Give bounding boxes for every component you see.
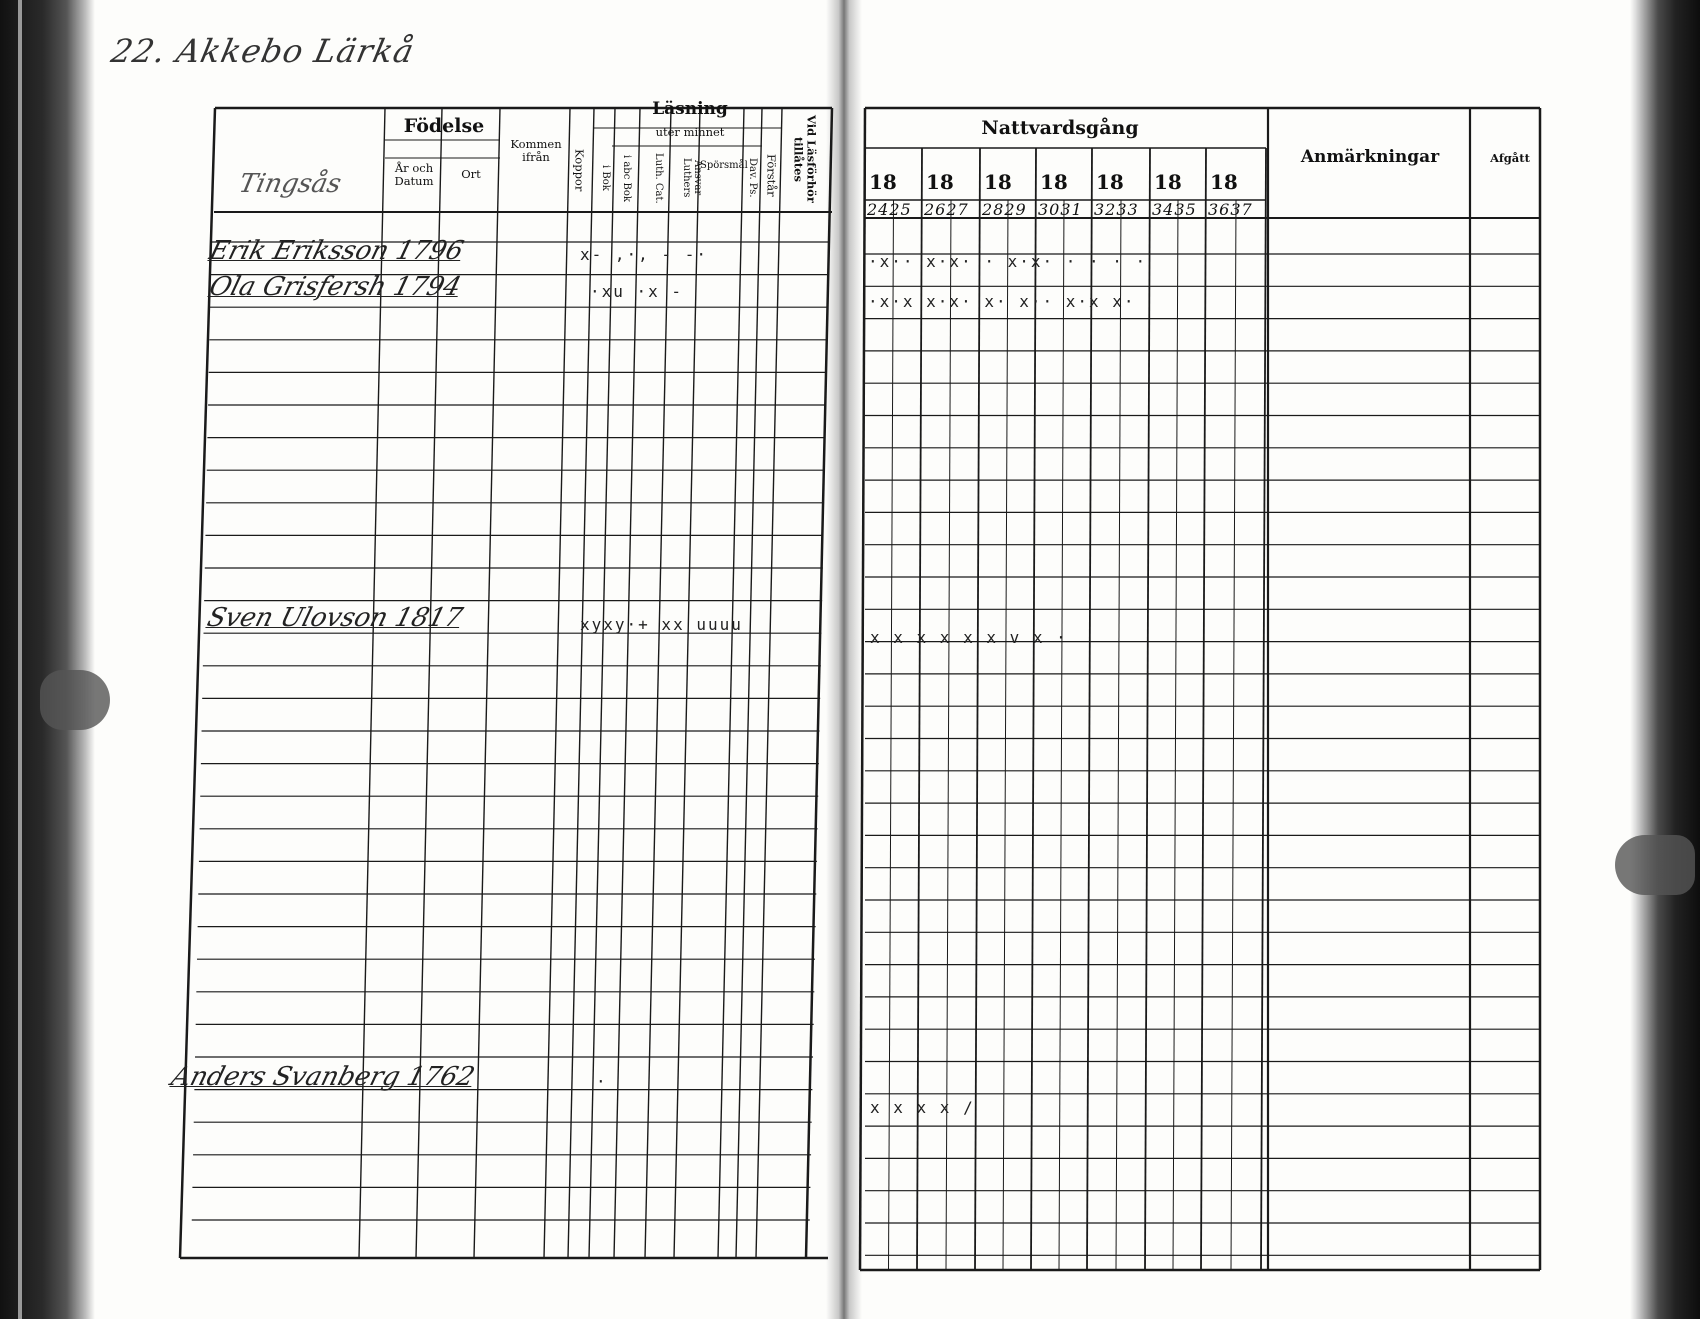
year-pair-7: 3637 — [1208, 200, 1253, 219]
grid-line — [756, 108, 782, 1258]
year-prefix-2: 18 — [926, 170, 954, 194]
entry-name-3: Sven Ulovson 1817 — [203, 603, 466, 633]
grid-line — [1003, 200, 1008, 1270]
grid-line — [568, 108, 594, 1258]
year-prefix-6: 18 — [1154, 170, 1182, 194]
year-pair-4: 3031 — [1038, 200, 1083, 219]
grid-line — [1145, 148, 1150, 1270]
year-pair-3: 2829 — [982, 200, 1027, 219]
year-prefix-3: 18 — [984, 170, 1012, 194]
column-header-luth-cat: Luth. Cat. — [653, 152, 664, 204]
column-header-dav-ps: Dav. Ps. — [747, 158, 758, 198]
column-header-nattvardsgang: Nattvardsgång — [981, 117, 1139, 139]
grid-line — [1116, 200, 1121, 1270]
grid-line — [806, 108, 832, 1258]
grid-line — [645, 108, 671, 1258]
grid-line — [1173, 200, 1178, 1270]
year-prefix-4: 18 — [1040, 170, 1068, 194]
grid-line — [614, 108, 640, 1258]
grid-line — [1201, 148, 1206, 1270]
entry-name-1: Erik Eriksson 1796 — [205, 236, 467, 266]
year-pair-6: 3435 — [1152, 200, 1197, 219]
column-header-forstar: Förstår — [764, 153, 779, 197]
grid-line — [1231, 200, 1236, 1270]
year-prefix-7: 18 — [1210, 170, 1238, 194]
grid-line — [1031, 148, 1036, 1270]
year-prefix-5: 18 — [1096, 170, 1124, 194]
column-header-forklaring: Ansvar Luthers — [681, 158, 703, 198]
column-header-bok: i Bok — [600, 165, 611, 191]
nattvard-marks-3: x x x x x x v x · — [870, 628, 1068, 647]
year-pair-2: 2627 — [924, 200, 969, 219]
grid-line — [975, 148, 980, 1270]
column-header-nattvard-tillates: Vid Läsförhör tillåtes — [791, 115, 819, 203]
grid-line — [674, 108, 700, 1258]
column-header-ar-datum: År och Datum — [394, 161, 434, 188]
column-header-afgatt: Afgått — [1490, 151, 1530, 165]
column-header-name: Tingsås — [236, 169, 344, 199]
entry-marks-2: ·xu ·x - — [590, 282, 684, 301]
column-header-ort: Ort — [461, 167, 481, 181]
column-header-lasning: Läsning — [652, 99, 728, 119]
grid-line — [1087, 148, 1092, 1270]
nattvard-marks-2: ·x·x x·x· x· x·· x·x x· — [868, 292, 1136, 311]
entry-marks-1: x- ,·, - -· — [580, 245, 708, 264]
entry-marks-4: · — [596, 1072, 608, 1091]
grid-line — [544, 108, 570, 1258]
grid-line — [860, 148, 865, 1270]
nattvard-marks-4: x x x x / — [870, 1098, 975, 1117]
column-header-koppor: Koppor — [572, 148, 587, 192]
year-pair-1: 2425 — [867, 200, 912, 219]
entry-marks-3: xyxy·+ xx uuuu — [580, 615, 743, 634]
grid-line — [1261, 148, 1266, 1270]
entry-name-4: Anders Svanberg 1762 — [167, 1062, 478, 1092]
column-header-uter-minnet: uter minnet — [655, 125, 725, 139]
column-header-anmarkningar: Anmärkningar — [1300, 147, 1440, 167]
nattvard-marks-1: ·x·· x·x· · x·x· · · · · — [868, 252, 1148, 271]
grid-line — [474, 108, 500, 1258]
page-heading-note: 22. Akkebo Lärkå — [107, 32, 418, 70]
column-header-abc-bok: i abc Bok — [621, 154, 632, 202]
year-pair-5: 3233 — [1094, 200, 1139, 219]
column-header-fodelse: Födelse — [403, 115, 485, 137]
year-prefix-1: 18 — [869, 170, 897, 194]
grid-line — [1059, 200, 1064, 1270]
column-header-sporsmal: Spörsmål — [700, 160, 748, 171]
column-header-kommen: Kommen ifrån — [510, 137, 562, 164]
entry-name-2: Ola Grisfersh 1794 — [205, 272, 465, 302]
